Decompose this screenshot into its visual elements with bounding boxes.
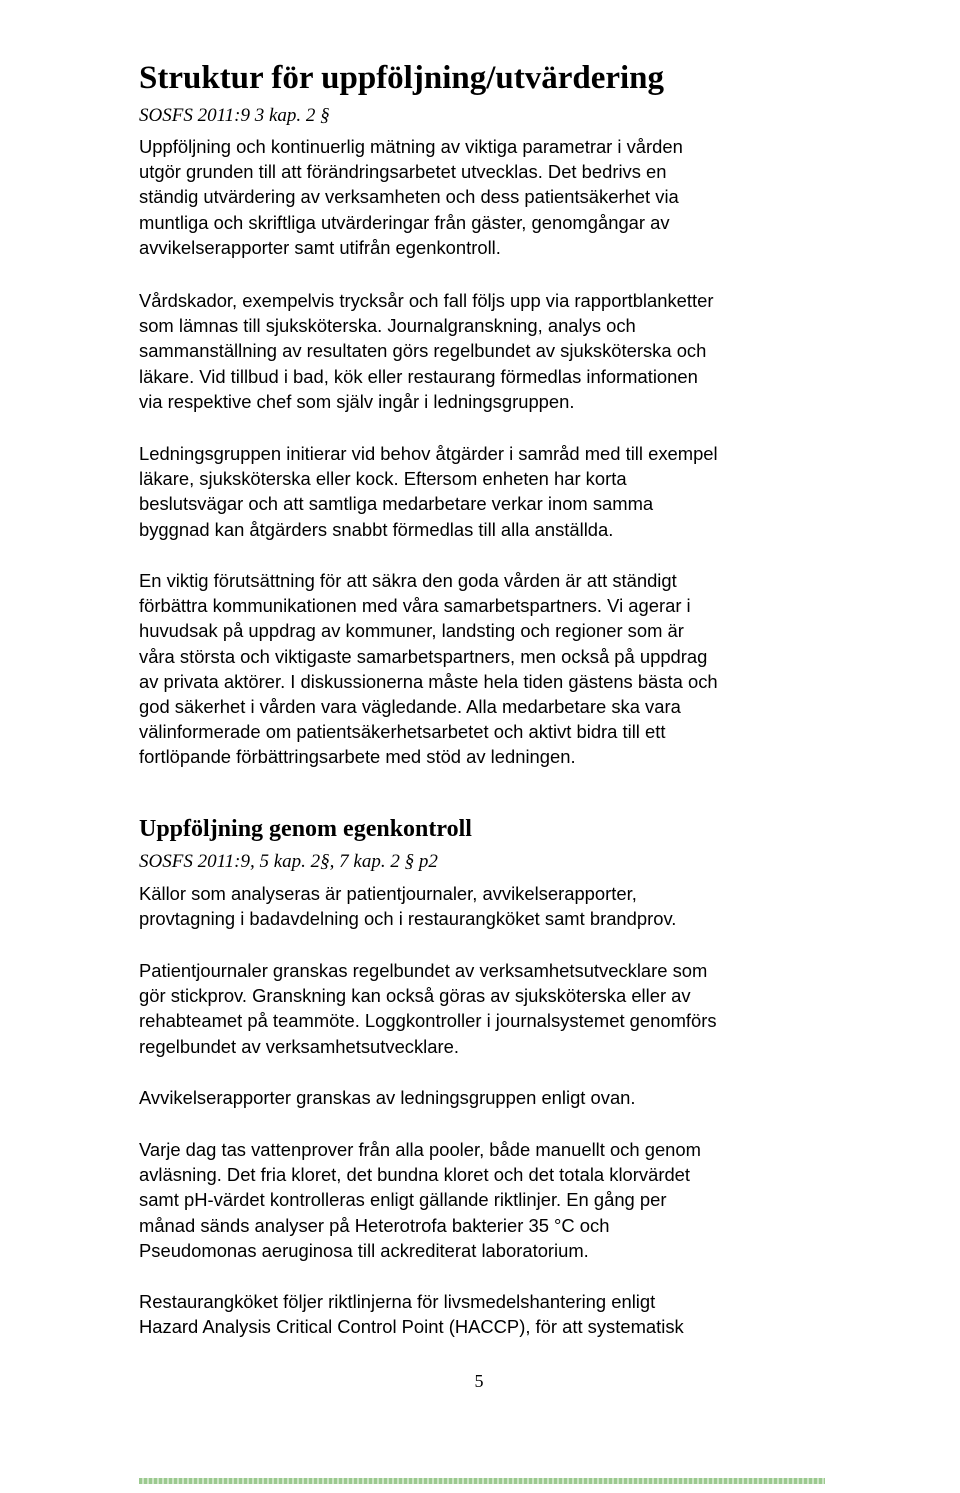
paragraph — [139, 441, 718, 542]
text-line: god säkerhet i vården vara vägledande. Alla medarbetare ska vara — [139, 696, 681, 718]
text-line: Patientjournaler granskas regelbundet av verksamhetsutvecklare som — [139, 960, 708, 981]
text-line: muntliga och skriftliga utvärderingar från gäster, genomgångar av — [139, 211, 670, 233]
text-line: våra största och viktigaste samarbetspartners, men också på uppdrag — [139, 645, 708, 667]
text-line: läkare, sjuksköterska eller kock. Eftersom enheten har korta — [139, 468, 627, 490]
text-line: fortlöpande förbättringsarbete med stöd av ledningen. — [139, 746, 576, 768]
section-title-egenkontroll: Uppföljning genom egenkontroll — [139, 816, 472, 842]
text-line: sammanställning av resultaten görs regelbundet av sjuksköterska och — [139, 340, 707, 362]
text-line: via respektive chef som själv ingår i ledningsgruppen. — [139, 390, 575, 412]
paragraph — [139, 134, 683, 260]
text-line: rehabteamet på teammöte. Loggkontroller i journalsystemet genomförs — [139, 1010, 717, 1032]
text-line: Avvikelserapporter granskas av ledningsgruppen enligt ovan. — [139, 1087, 636, 1108]
paragraph — [139, 958, 717, 1059]
page-number: 5 — [474, 1371, 484, 1391]
paragraph — [139, 1085, 636, 1110]
footer-divider — [139, 1478, 825, 1484]
text-line: gör stickprov. Granskning kan också göras av sjuksköterska eller av — [139, 985, 691, 1007]
text-line: Källor som analyseras är patientjournaler, avvikelserapporter, — [139, 883, 637, 904]
section-reference: SOSFS 2011:9, 5 kap. 2§, 7 kap. 2 § p2 — [139, 851, 438, 872]
text-line: byggnad kan åtgärders snabbt förmedlas till alla anställda. — [139, 518, 614, 540]
section-reference: SOSFS 2011:9 3 kap. 2 § — [139, 105, 330, 126]
text-line: beslutsvägar och att samtliga medarbetare verkar inom samma — [139, 493, 654, 515]
text-line: månad sänds analyser på Heterotrofa bakterier 35 °C och — [139, 1214, 610, 1236]
paragraph — [139, 1137, 701, 1263]
text-line: Restaurangköket följer riktlinjerna för livsmedelshantering enligt — [139, 1291, 656, 1312]
section-title-struktur: Struktur för uppföljning/utvärdering — [139, 60, 665, 96]
text-line: avvikelserapporter samt utifrån egenkontroll. — [139, 236, 501, 258]
text-line: Vårdskador, exempelvis trycksår och fall följs upp via rapportblanketter — [139, 290, 714, 311]
text-line: Uppföljning och kontinuerlig mätning av viktiga parametrar i vården — [139, 136, 683, 157]
text-line: Pseudomonas aeruginosa till ackrediterat laboratorium. — [139, 1239, 589, 1261]
text-line: ständig utvärdering av verksamheten och dess patientsäkerhet via — [139, 186, 679, 208]
text-line: förbättra kommunikationen med våra samarbetspartners. Vi agerar i — [139, 595, 691, 617]
text-line: av privata aktörer. I diskussionerna måste hela tiden gästens bästa och — [139, 670, 718, 692]
text-line: provtagning i badavdelning och i restaurangköket samt brandprov. — [139, 908, 677, 930]
text-line: avläsning. Det fria kloret, det bundna kloret och det totala klorvärdet — [139, 1164, 691, 1186]
paragraph — [139, 881, 676, 931]
text-line: läkare. Vid tillbud i bad, kök eller restaurang förmedlas informationen — [139, 365, 698, 387]
text-line: utgör grunden till att förändringsarbetet utvecklas. Det bedrivs en — [139, 161, 667, 183]
text-line: Varje dag tas vattenprover från alla pooler, både manuellt och genom — [139, 1139, 701, 1160]
paragraph — [139, 288, 713, 414]
paragraph — [139, 1289, 684, 1339]
paragraph — [139, 568, 718, 770]
text-line: Hazard Analysis Critical Control Point (HACCP), för att systematisk — [139, 1316, 684, 1338]
text-line: huvudsak på uppdrag av kommuner, landsting och regioner som är — [139, 620, 684, 642]
text-line: regelbundet av verksamhetsutvecklare. — [139, 1035, 459, 1057]
text-line: Ledningsgruppen initierar vid behov åtgärder i samråd med till exempel — [139, 443, 718, 464]
text-line: samt pH-värdet kontrolleras enligt gällande riktlinjer. En gång per — [139, 1189, 667, 1211]
text-line: som lämnas till sjuksköterska. Journalgranskning, analys och — [139, 315, 636, 337]
text-line: välinformerade om patientsäkerhetsarbetet och aktivt bidra till ett — [139, 721, 666, 743]
text-line: En viktig förutsättning för att säkra den goda vården är att ständigt — [139, 570, 677, 591]
